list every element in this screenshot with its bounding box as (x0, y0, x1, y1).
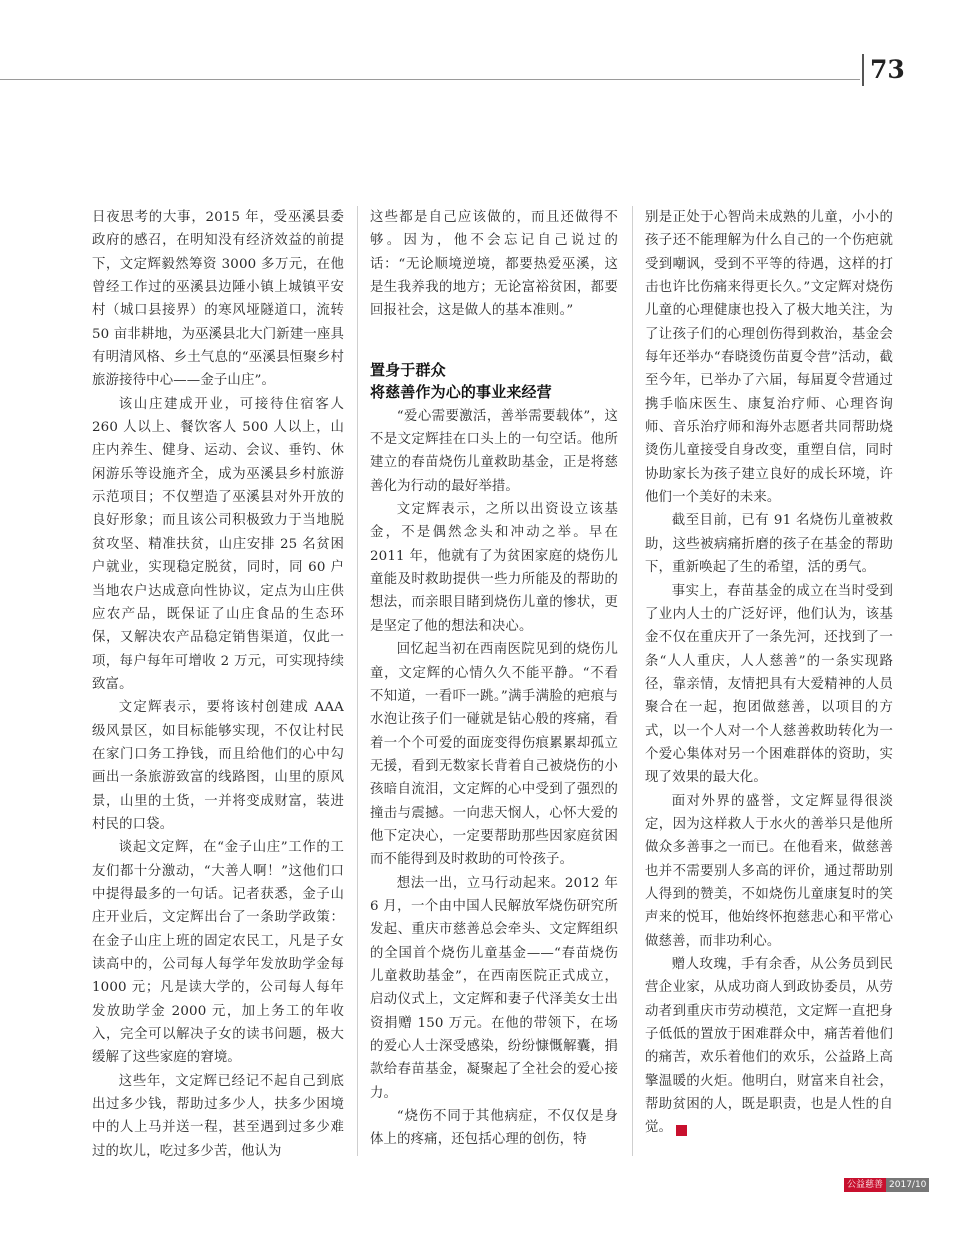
column-3 (645, 206, 893, 1140)
paragraph: 日夜思考的大事，2015 年，受巫溪县委政府的感召，在明知没有经济效益的前提下，文定辉毅然筹资 3000 多万元，在他曾经工作过的巫溪县边陲小镇上城镇平安村（城口县接界）的寒风垭隧道口，流转 50 亩非耕地，为巫溪县北大门新建一座具有明清风格、乡土气息的“巫溪县恒聚乡村旅游接待中心——金子山庄”。 (92, 210, 344, 389)
paragraph: “爱心需要激活，善举需要载体”，这不是文定辉挂在口头上的一句空话。他所建立的春苗烧伤儿童救助基金，正是将慈善化为行动的最好举措。 (370, 408, 618, 494)
paragraph: 想法一出，立马行动起来。2012 年 6 月，一个由中国人民解放军烧伤研究所发起、重庆市慈善总会牵头、文定辉组织的全国首个烧伤儿童基金——“春苗烧伤儿童救助基金”，在西南医院正式成立，启动仪式上，文定辉和妻子代泽美女士出资捐赠 150 万元。在他的带领下，在场的爱心人士深受感染，纷纷慷慨解囊，捐款给春苗基金，凝聚起了全社会的爱心接力。 (370, 875, 618, 1101)
paragraph: 文定辉表示，要将该村创建成 AAA 级风景区，如目标能够实现，不仅让村民在家门口务工挣钱，而且给他们的心中勾画出一条旅游致富的线路图，山里的原风景，山里的土货，一并将变成财富，装进村民的口袋。 (92, 700, 344, 832)
paragraph: 谈起文定辉，在“金子山庄”工作的工友们都十分激动，“大善人啊！”这他们口中提得最多的一句话。记者获悉，金子山庄开业后，文定辉出台了一条助学政策：在金子山庄上班的固定农民工，凡是子女读高中的，公司每人每学年发放助学金每 1000 元；凡是读大学的，公司每人每年发放助学金 2000 元，加上务工的年收入，完全可以解决子女的读书问题，极大缓解了这些家庭的窘境。 (92, 840, 344, 1066)
paragraph: “烧伤不同于其他病症，不仅仅是身体上的疼痛，还包括心理的创伤，特 (370, 1109, 618, 1148)
paragraph (645, 953, 893, 1140)
paragraph: 别是正处于心智尚未成熟的儿童，小小的孩子还不能理解为什么自己的一个伤疤就受到嘲讽，受到不平等的待遇，这样的打击也许比伤痛来得更长久。”文定辉对烧伤儿童的心理健康也投入了极大地关注，为了让孩子们的心理创伤得到救治，基金会每年还举办“春晓烫伤苗夏令营”活动，截至今年，已举办了六届，每届夏令营通过携手临床医生、康复治疗师、心理咨询师、音乐治疗师和海外志愿者共同帮助烧烫伤儿童接受自身改变，重塑自信，同时协助家长为孩子建立良好的成长环境，许他们一个美好的未来。 (645, 210, 893, 506)
column-2 (370, 206, 618, 1152)
paragraph-text: 赠人玫瑰，手有余香，从公务员到民营企业家，从成功商人到政协委员，从劳动者到重庆市劳动模范，文定辉一直把身子低低的置放于困难群众中，痛苦着他们的痛苦，欢乐着他们的欢乐，公益路上高擎温暖的火炬。他明白，财富来自社会，帮助贫困的人，既是职责，也是人性的自觉。 (645, 957, 893, 1136)
section-heading-line: 将慈善作为心的事业来经营 (370, 382, 552, 401)
column-divider (357, 206, 358, 1156)
footer (844, 1178, 929, 1192)
column-divider (632, 206, 633, 1156)
section-heading-line: 置身于群众 (370, 360, 446, 379)
paragraph: 这些都是自己应该做的，而且还做得不够。因为，他不会忘记自己说过的话：“无论顺境逆境，都要热爱巫溪，这是生我养我的地方；无论富裕贫困，都要回报社会，这是做人的基本准则。” (370, 210, 618, 319)
column-1 (92, 206, 344, 1163)
paragraph: 该山庄建成开业，可接待住宿客人 260 人以上、餐饮客人 500 人以上，山庄内养生、健身、运动、会议、垂钓、休闲游乐等设施齐全，成为巫溪县乡村旅游示范项目；不仅塑造了巫溪县对外开放的良好形象；而且该公司积极致力于当地脱贫攻坚、精准扶贫，山庄安排 25 名贫困户就业，实现稳定脱贫，同时，同 60 户当地农户达成意向性协议，定点为山庄供应农产品，既保证了山庄食品的生态环保，又解决农产品稳定销售渠道，仅此一项，每户每年可增收 2 万元，可实现持续致富。 (92, 396, 344, 692)
page-number: 73 (862, 54, 905, 86)
paragraph: 截至目前，已有 91 名烧伤儿童被救助，这些被病痛折磨的孩子在基金的帮助下，重新唤起了生的希望，活的勇气。 (645, 513, 893, 576)
paragraph: 事实上，春苗基金的成立在当时受到了业内人士的广泛好评，他们认为，该基金不仅在重庆开了一条先河，还找到了一条“人人重庆，人人慈善”的一条实现路径，靠亲情，友情把具有大爱精神的人员聚合在一起，抱团做慈善，以项目的方式，以一个人对一个人慈善救助转化为一个爱心集体对另一个困难群体的资助，实现了效果的最大化。 (645, 583, 893, 786)
magazine-name: 公益慈善 (844, 1178, 886, 1192)
issue-date: 2017/10 (886, 1178, 929, 1192)
section-heading (370, 359, 618, 403)
end-mark-icon: ✕ (676, 1125, 687, 1136)
top-rule (0, 79, 860, 80)
paragraph: 回忆起当初在西南医院见到的烧伤儿童，文定辉的心情久久不能平静。“不看不知道，一看吓一跳。”满手满脸的疤痕与水泡让孩子们一碰就是钻心般的疼痛，看着一个个可爱的面庞变得伤痕累累却孤立无援，看到无数家长背着自己被烧伤的小孩暗自流泪，文定辉的心中受到了强烈的撞击与震撼。一向悲天悯人，心怀大爱的他下定决心，一定要帮助那些因家庭贫困而不能得到及时救助的可怜孩子。 (370, 642, 618, 868)
paragraph: 面对外界的盛誉，文定辉显得很淡定，因为这样救人于水火的善举只是他所做众多善事之一而已。在他看来，做慈善也并不需要别人多高的评价，通过帮助别人得到的赞美，不如烧伤儿童康复时的笑声来的悦耳，他始终怀抱慈悲心和平常心做慈善，而非功利心。 (645, 793, 893, 949)
paragraph: 这些年，文定辉已经记不起自己到底出过多少钱，帮助过多少人，扶多少困境中的人上马并送一程，甚至遇到过多少难过的坎儿，吃过多少苦，他认为 (92, 1073, 344, 1159)
paragraph: 文定辉表示，之所以出资设立该基金，不是偶然念头和冲动之举。早在 2011 年，他就有了为贫困家庭的烧伤儿童能及时救助提供一些力所能及的帮助的想法，而亲眼目睹到烧伤儿童的惨状，更是坚定了他的想法和决心。 (370, 502, 618, 634)
